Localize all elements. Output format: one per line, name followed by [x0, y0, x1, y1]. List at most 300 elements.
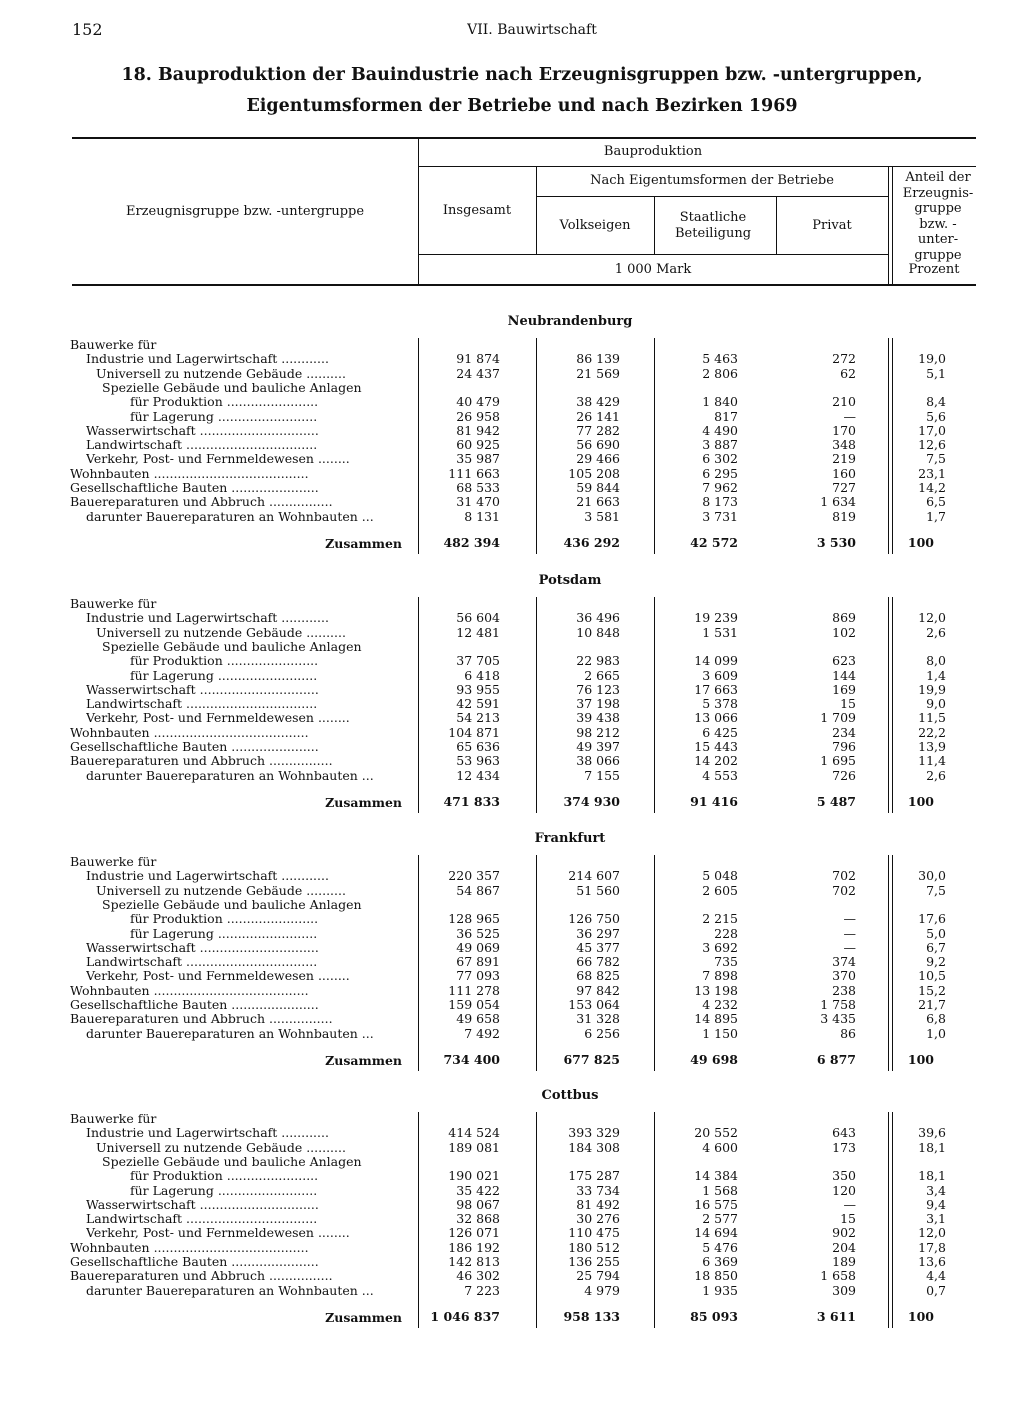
table-cell: 49 397	[576, 739, 620, 754]
table-cell: 54 867	[456, 882, 500, 898]
column-separator	[418, 597, 419, 813]
column-separator	[892, 855, 893, 1071]
row-label: Universell zu nutzende Gebäude ..........	[96, 883, 346, 898]
table-cell: 1 150	[702, 1025, 738, 1041]
table-cell: 15	[840, 696, 856, 712]
column-separator	[888, 1112, 889, 1328]
table-cell: 175 287	[568, 1168, 620, 1184]
table-cell: 30 276	[576, 1211, 620, 1227]
table-cell: 153 064	[568, 997, 620, 1012]
table-cell: 31 470	[456, 494, 500, 510]
table-cell: 6 302	[702, 451, 738, 467]
table-cell: 98 067	[456, 1196, 500, 1212]
page-number: 152	[72, 20, 103, 39]
table-cell: 19 239	[694, 610, 738, 626]
table-cell: 93 955	[456, 681, 500, 697]
table-cell: 14 384	[694, 1168, 738, 1184]
table-cell: 31 328	[576, 1011, 620, 1027]
table-cell: 21 663	[576, 494, 620, 510]
table-cell: 2,6	[926, 767, 946, 783]
table-cell: 25 794	[576, 1268, 620, 1284]
table-cell: 12 481	[456, 624, 500, 640]
column-separator	[892, 1112, 893, 1328]
table-cell: 238	[832, 982, 856, 998]
row-label: Wasserwirtschaft ..............................	[86, 423, 319, 438]
table-cell: 726	[832, 767, 856, 783]
table-cell: 370	[832, 968, 856, 984]
total-cell: 436 292	[563, 534, 620, 550]
table-cell: 3,1	[926, 1211, 946, 1227]
table-cell: 19,0	[918, 351, 946, 367]
table-cell: 53 963	[456, 753, 500, 769]
total-cell: 471 833	[443, 793, 500, 809]
table-cell: 3 609	[702, 667, 738, 683]
table-cell: 18,1	[918, 1139, 946, 1155]
table-cell: 126 071	[448, 1225, 500, 1241]
column-separator	[888, 597, 889, 813]
row-label: darunter Bauereparaturen an Wohnbauten ...	[86, 1283, 374, 1298]
table-cell: 350	[832, 1168, 856, 1184]
table-cell: 102	[832, 624, 856, 640]
table-cell: 36 525	[456, 925, 500, 941]
row-label: Spezielle Gebäude und bauliche Anlagen	[102, 897, 362, 912]
table-cell: 12,0	[918, 1225, 946, 1241]
table-cell: —	[843, 408, 856, 424]
header-rule	[418, 254, 888, 255]
table-cell: 46 302	[456, 1268, 500, 1284]
table-cell: 3,4	[926, 1182, 946, 1198]
table-cell: 14 895	[694, 1011, 738, 1027]
table-cell: 45 377	[576, 939, 620, 955]
table-cell: 126 750	[568, 911, 620, 927]
table-cell: 2,6	[926, 624, 946, 640]
table-cell: 4 553	[702, 767, 738, 783]
table-cell: 228	[714, 925, 738, 941]
row-label: Verkehr, Post- und Fernmeldewesen ........	[86, 452, 350, 467]
table-cell: 623	[832, 653, 856, 669]
row-label: Landwirtschaft .................................	[86, 955, 318, 970]
table-cell: 219	[832, 451, 856, 467]
table-cell: 727	[832, 480, 856, 495]
table-cell: 1,0	[926, 1025, 946, 1041]
table-cell: 220 357	[448, 868, 500, 884]
table-cell: 735	[714, 954, 738, 970]
row-label: Bauwerke für	[70, 855, 157, 869]
table-cell: 21 569	[576, 365, 620, 381]
column-separator	[536, 338, 537, 554]
table-cell: 120	[832, 1182, 856, 1198]
table-cell: 1 935	[702, 1282, 738, 1298]
table-cell: 20 552	[694, 1125, 738, 1141]
table-cell: 11,4	[918, 753, 946, 769]
total-cell: 100	[907, 793, 934, 809]
table-cell: 23,1	[918, 465, 946, 481]
row-label: für Lagerung .........................	[130, 1183, 318, 1198]
total-cell: 734 400	[443, 1051, 500, 1067]
total-cell: 100	[907, 1051, 934, 1067]
table-cell: 7,5	[926, 882, 946, 898]
total-cell: 85 093	[690, 1308, 738, 1324]
total-label: Zusammen	[325, 794, 402, 810]
total-cell: 374 930	[563, 793, 620, 809]
table-cell: 77 093	[456, 968, 500, 984]
table-cell: 105 208	[568, 465, 620, 481]
row-label: Bauwerke für	[70, 1112, 157, 1126]
table-cell: 1 709	[820, 710, 856, 726]
column-separator	[418, 338, 419, 554]
table-cell: 76 123	[576, 681, 620, 697]
table-cell: 39 438	[576, 710, 620, 726]
table-cell: 19,9	[918, 681, 946, 697]
table-cell: 3 581	[584, 508, 620, 524]
table-cell: 5 378	[702, 696, 738, 712]
table-cell: 643	[832, 1125, 856, 1141]
table-cell: 5 048	[702, 868, 738, 884]
table-cell: 869	[832, 610, 856, 626]
table-cell: —	[843, 1196, 856, 1212]
table-cell: 6 256	[584, 1025, 620, 1041]
row-label: Industrie und Lagerwirtschaft ............	[86, 352, 329, 367]
table-cell: 4 600	[702, 1139, 738, 1155]
row-label: für Produktion .......................	[130, 395, 319, 410]
row-label: Gesellschaftliche Bauten ......................	[70, 1255, 319, 1269]
table-cell: 210	[832, 394, 856, 410]
table-cell: 234	[832, 724, 856, 740]
row-label: darunter Bauereparaturen an Wohnbauten ...	[86, 768, 374, 783]
table-cell: 16 575	[694, 1196, 738, 1212]
chapter-heading: VII. Bauwirtschaft	[467, 22, 597, 38]
row-label: Gesellschaftliche Bauten ......................	[70, 481, 319, 495]
total-cell: 6 877	[816, 1051, 856, 1067]
table-cell: 7,5	[926, 451, 946, 467]
column-separator	[892, 338, 893, 554]
table-cell: 2 577	[702, 1211, 738, 1227]
table-cell: 26 141	[576, 408, 620, 424]
title-line-1: 18. Bauproduktion der Bauindustrie nach Erzeugnisgruppen bzw. -untergruppen,	[121, 65, 923, 85]
table-cell: 9,4	[926, 1196, 946, 1212]
table-cell: 173	[832, 1139, 856, 1155]
column-separator	[536, 855, 537, 1071]
row-label: darunter Bauereparaturen an Wohnbauten ...	[86, 509, 374, 524]
table-cell: 6,8	[926, 1011, 946, 1027]
table-cell: 13,6	[918, 1254, 946, 1269]
row-label: Bauereparaturen und Abbruch ................	[70, 495, 333, 510]
table-cell: 2 665	[584, 667, 620, 683]
table-cell: 309	[832, 1282, 856, 1298]
table-cell: 6,7	[926, 939, 946, 955]
column-separator	[536, 1112, 537, 1328]
row-label: Verkehr, Post- und Fernmeldewesen ........	[86, 969, 350, 984]
column-separator	[418, 855, 419, 1071]
table-cell: 7 898	[702, 968, 738, 984]
table-cell: 65 636	[456, 739, 500, 754]
table-cell: 4 979	[584, 1282, 620, 1298]
table-cell: 17 663	[694, 681, 738, 697]
table-cell: 6 425	[702, 724, 738, 740]
total-cell: 42 572	[690, 534, 738, 550]
table-cell: 77 282	[576, 422, 620, 438]
column-separator	[888, 855, 889, 1071]
table-cell: 35 422	[456, 1182, 500, 1198]
column-separator	[654, 338, 655, 554]
table-cell: —	[843, 939, 856, 955]
table-cell: 7 492	[464, 1025, 500, 1041]
table-cell: 414 524	[448, 1125, 500, 1141]
table-cell: 1 658	[820, 1268, 856, 1284]
table-cell: 13,9	[918, 739, 946, 754]
table-title	[60, 60, 984, 122]
table-cell: 14 694	[694, 1225, 738, 1241]
table-cell: 30,0	[918, 868, 946, 884]
col-header-group: Erzeugnisgruppe bzw. -untergruppe	[125, 204, 365, 219]
table-cell: 189	[832, 1254, 856, 1269]
table-cell: 7 962	[702, 480, 738, 495]
table-cell: 67 891	[456, 954, 500, 970]
row-label: Wohnbauten .......................................	[70, 983, 309, 998]
table-cell: 49 069	[456, 939, 500, 955]
row-label: Wasserwirtschaft ..............................	[86, 940, 319, 955]
table-cell: 21,7	[918, 997, 946, 1012]
header-rule	[536, 196, 888, 197]
table-cell: 5 463	[702, 351, 738, 367]
row-label: Verkehr, Post- und Fernmeldewesen ........	[86, 711, 350, 726]
table-cell: 272	[832, 351, 856, 367]
table-cell: 3 435	[820, 1011, 856, 1027]
table-cell: 817	[714, 408, 738, 424]
table-cell: 18 850	[694, 1268, 738, 1284]
table-cell: 0,7	[926, 1282, 946, 1298]
table-cell: 42 591	[456, 696, 500, 712]
table-cell: 36 297	[576, 925, 620, 941]
total-label: Zusammen	[325, 1052, 402, 1068]
table-cell: 15 443	[694, 739, 738, 754]
table-cell: 38 429	[576, 394, 620, 410]
row-label: Landwirtschaft .................................	[86, 438, 318, 453]
column-separator	[654, 597, 655, 813]
region-heading: Potsdam	[538, 573, 602, 588]
table-cell: 66 782	[576, 954, 620, 970]
table-cell: 8,0	[926, 653, 946, 669]
table-cell: 170	[832, 422, 856, 438]
col-header-anteil: Anteil der Erzeugnis- gruppe bzw. -unter- gruppe	[902, 170, 974, 263]
table-cell: 169	[832, 681, 856, 697]
table-cell: 33 734	[576, 1182, 620, 1198]
table-cell: 51 560	[576, 882, 620, 898]
row-label: für Produktion .......................	[130, 654, 319, 669]
table-cell: 2 215	[702, 911, 738, 927]
total-cell: 3 611	[816, 1308, 856, 1324]
col-header-privat: Privat	[812, 218, 852, 233]
column-separator	[536, 597, 537, 813]
table-cell: 35 987	[456, 451, 500, 467]
table-cell: 15,2	[918, 982, 946, 998]
header-top-rule	[72, 137, 976, 139]
row-label: für Produktion .......................	[130, 1169, 319, 1184]
col-header-insgesamt: Insgesamt	[442, 203, 512, 218]
row-label: Universell zu nutzende Gebäude ..........	[96, 625, 346, 640]
table-cell: 91 874	[456, 351, 500, 367]
table-cell: 5,6	[926, 408, 946, 424]
table-cell: 159 054	[448, 997, 500, 1012]
row-label: Spezielle Gebäude und bauliche Anlagen	[102, 380, 362, 395]
row-label: Landwirtschaft .................................	[86, 1212, 318, 1227]
table-cell: 104 871	[448, 724, 500, 740]
table-cell: 38 066	[576, 753, 620, 769]
table-cell: 18,1	[918, 1168, 946, 1184]
table-cell: 97 842	[576, 982, 620, 998]
table-cell: 111 278	[448, 982, 500, 998]
table-cell: 59 844	[576, 480, 620, 495]
row-label: Universell zu nutzende Gebäude ..........	[96, 366, 346, 381]
table-cell: 9,2	[926, 954, 946, 970]
total-cell: 482 394	[443, 534, 500, 550]
table-cell: 111 663	[448, 465, 500, 481]
table-cell: 49 658	[456, 1011, 500, 1027]
table-cell: 1 758	[820, 997, 856, 1012]
unit-mark: 1 000 Mark	[614, 262, 692, 277]
table-cell: 8 131	[464, 508, 500, 524]
col-header-staatliche: Staatliche Beteiligung	[674, 210, 752, 241]
table-cell: 12,6	[918, 437, 946, 453]
table-cell: 2 806	[702, 365, 738, 381]
col-header-bauproduktion: Bauproduktion	[603, 144, 703, 159]
table-cell: 142 813	[448, 1254, 500, 1269]
table-cell: 17,6	[918, 911, 946, 927]
table-cell: 4 490	[702, 422, 738, 438]
table-cell: 348	[832, 437, 856, 453]
table-cell: 8,4	[926, 394, 946, 410]
table-cell: 26 958	[456, 408, 500, 424]
row-label: Industrie und Lagerwirtschaft ............	[86, 1126, 329, 1141]
table-cell: 1,4	[926, 667, 946, 683]
table-cell: 110 475	[568, 1225, 620, 1241]
table-cell: —	[843, 925, 856, 941]
column-separator	[654, 855, 655, 1071]
table-cell: 6 418	[464, 667, 500, 683]
table-cell: 17,8	[918, 1239, 946, 1255]
row-label: Gesellschaftliche Bauten ......................	[70, 998, 319, 1012]
table-cell: 14,2	[918, 480, 946, 495]
table-cell: 39,6	[918, 1125, 946, 1141]
row-label: für Lagerung .........................	[130, 409, 318, 424]
table-cell: 374	[832, 954, 856, 970]
header-rule	[418, 166, 976, 167]
column-separator	[892, 597, 893, 813]
column-separator	[888, 338, 889, 554]
table-cell: 10,5	[918, 968, 946, 984]
total-cell: 49 698	[690, 1051, 738, 1067]
row-label: Bauereparaturen und Abbruch ................	[70, 1269, 333, 1284]
table-cell: 3 692	[702, 939, 738, 955]
col-header-volkseigen: Volkseigen	[559, 218, 631, 233]
row-label: Bauereparaturen und Abbruch ................	[70, 1012, 333, 1027]
table-cell: 14 202	[694, 753, 738, 769]
table-cell: 40 479	[456, 394, 500, 410]
table-cell: 5 476	[702, 1239, 738, 1255]
table-cell: 68 825	[576, 968, 620, 984]
total-cell: 91 416	[690, 793, 738, 809]
table-cell: 5,1	[926, 365, 946, 381]
table-cell: 1,7	[926, 508, 946, 524]
table-cell: 11,5	[918, 710, 946, 726]
table-cell: 3 887	[702, 437, 738, 453]
table-cell: 17,0	[918, 422, 946, 438]
table-cell: 796	[832, 739, 856, 754]
row-label: für Lagerung .........................	[130, 926, 318, 941]
table-cell: 54 213	[456, 710, 500, 726]
table-cell: 190 021	[448, 1168, 500, 1184]
table-cell: 184 308	[568, 1139, 620, 1155]
row-label: Industrie und Lagerwirtschaft ............	[86, 869, 329, 884]
table-cell: 3 731	[702, 508, 738, 524]
table-cell: 4,4	[926, 1268, 946, 1284]
table-cell: 128 965	[448, 911, 500, 927]
table-cell: 24 437	[456, 365, 500, 381]
table-cell: 81 492	[576, 1196, 620, 1212]
row-label: für Lagerung .........................	[130, 668, 318, 683]
total-cell: 677 825	[563, 1051, 620, 1067]
table-cell: 160	[832, 465, 856, 481]
total-label: Zusammen	[325, 535, 402, 551]
table-cell: 9,0	[926, 696, 946, 712]
region-heading: Cottbus	[541, 1088, 599, 1103]
table-cell: 62	[840, 365, 856, 381]
row-label: Wasserwirtschaft ..............................	[86, 682, 319, 697]
total-cell: 100	[907, 534, 934, 550]
table-cell: 136 255	[568, 1254, 620, 1269]
table-cell: —	[843, 911, 856, 927]
row-label: Verkehr, Post- und Fernmeldewesen ........	[86, 1226, 350, 1241]
table-cell: 180 512	[568, 1239, 620, 1255]
row-label: Bauereparaturen und Abbruch ................	[70, 754, 333, 769]
row-label: Spezielle Gebäude und bauliche Anlagen	[102, 1154, 362, 1169]
total-cell: 958 133	[563, 1308, 620, 1324]
table-cell: 6,5	[926, 494, 946, 510]
row-label: Gesellschaftliche Bauten ......................	[70, 740, 319, 754]
table-cell: 6 369	[702, 1254, 738, 1269]
table-cell: 702	[832, 868, 856, 884]
total-cell: 1 046 837	[430, 1308, 500, 1324]
table-cell: 144	[832, 667, 856, 683]
total-cell: 100	[907, 1308, 934, 1324]
table-cell: 60 925	[456, 437, 500, 453]
table-cell: 902	[832, 1225, 856, 1241]
header-divider	[654, 196, 655, 254]
table-cell: 22 983	[576, 653, 620, 669]
table-cell: 13 066	[694, 710, 738, 726]
row-label: Spezielle Gebäude und bauliche Anlagen	[102, 639, 362, 654]
table-cell: 22,2	[918, 724, 946, 740]
table-cell: 819	[832, 508, 856, 524]
table-cell: 1 634	[820, 494, 856, 510]
table-cell: 12,0	[918, 610, 946, 626]
table-cell: 186 192	[448, 1239, 500, 1255]
total-label: Zusammen	[325, 1309, 402, 1325]
row-label: Wohnbauten .......................................	[70, 466, 309, 481]
table-cell: 5,0	[926, 925, 946, 941]
header-bottom-rule	[72, 284, 976, 286]
row-label: Wohnbauten .......................................	[70, 1240, 309, 1255]
row-label: Bauwerke für	[70, 597, 157, 611]
table-cell: 12 434	[456, 767, 500, 783]
table-cell: 86 139	[576, 351, 620, 367]
table-cell: 86	[840, 1025, 856, 1041]
table-cell: 2 605	[702, 882, 738, 898]
region-heading: Neubrandenburg	[507, 314, 633, 329]
table-cell: 14 099	[694, 653, 738, 669]
row-label: Industrie und Lagerwirtschaft ............	[86, 611, 329, 626]
total-cell: 5 487	[816, 793, 856, 809]
